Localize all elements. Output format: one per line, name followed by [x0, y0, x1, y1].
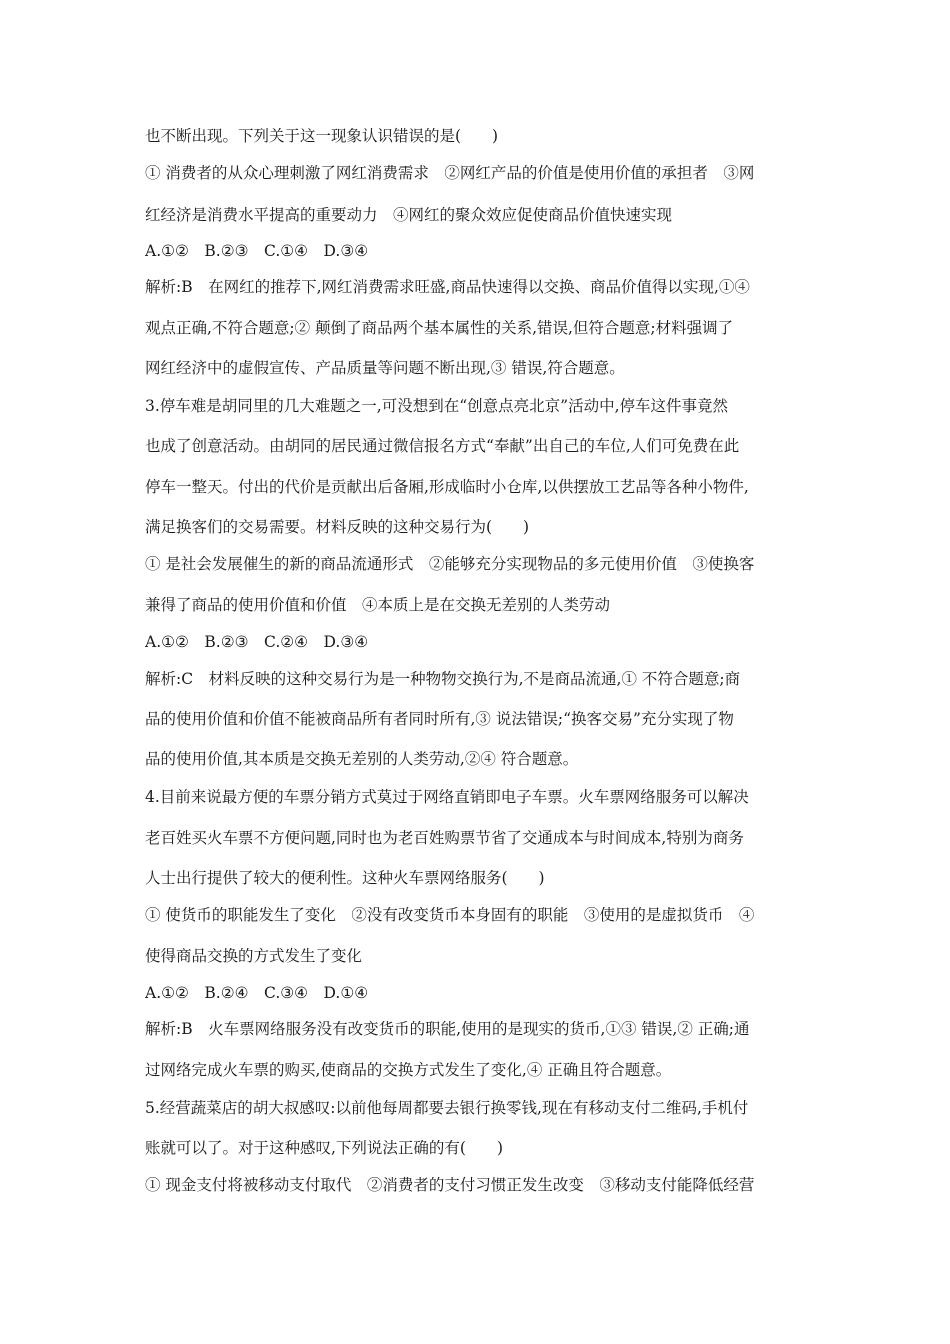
q2-option-line: 红经济是消费水平提高的重要动力 ④网红的聚众效应促使商品价值快速实现 — [145, 206, 673, 224]
q3-choices: A.①② B.②③ C.②④ D.③④ — [145, 633, 369, 651]
q3-stem-line: 也成了创意活动。由胡同的居民通过微信报名方式“奉献”出自己的车位,人们可免费在此 — [145, 437, 740, 455]
q3-analysis-line: 品的使用价值,其本质是交换无差别的人类劳动,②④ 符合题意。 — [145, 750, 579, 768]
q2-analysis-line: 观点正确,不符合题意;② 颠倒了商品两个基本属性的关系,错误,但符合题意;材料强调了 — [145, 319, 734, 337]
q3-analysis-line: 品的使用价值和价值不能被商品所有者同时所有,③ 说法错误;“换客交易”充分实现了物 — [145, 710, 734, 728]
q3-stem-line: 3.停车难是胡同里的几大难题之一,可没想到在“创意点亮北京”活动中,停车这件事竟然 — [145, 397, 728, 415]
q3-stem-line: 停车一整天。付出的代价是贡献出后备厢,形成临时小仓库,以供摆放工艺品等各种小物件, — [145, 478, 749, 496]
q5-option-line: ① 现金支付将被移动支付取代 ②消费者的支付习惯正发生改变 ③移动支付能降低经营 — [145, 1176, 755, 1194]
q5-stem-line: 账就可以了。对于这种感叹,下列说法正确的有( ) — [145, 1139, 504, 1157]
q2-option-line: ① 消费者的从众心理刺激了网红消费需求 ②网红产品的价值是使用价值的承担者 ③网 — [145, 164, 755, 182]
q3-stem-line: 满足换客们的交易需要。材料反映的这种交易行为( ) — [145, 518, 530, 536]
q2-stem-line: 也不断出现。下列关于这一现象认识错误的是( ) — [145, 127, 499, 145]
q4-stem-line: 老百姓买火车票不方便问题,同时也为老百姓购票节省了交通成本与时间成本,特别为商务 — [145, 829, 744, 847]
q5-stem-line: 5.经营蔬菜店的胡大叔感叹:以前他每周都要去银行换零钱,现在有移动支付二维码,手机付 — [145, 1099, 749, 1117]
q4-option-line: ① 使货币的职能发生了变化 ②没有改变货币本身固有的职能 ③使用的是虚拟货币 ④ — [145, 906, 755, 924]
q4-analysis-line: 解析:B 火车票网络服务没有改变货币的职能,使用的是现实的货币,①③ 错误,② 正确;通 — [145, 1020, 750, 1038]
q4-stem-line: 人士出行提供了较大的便利性。这种火车票网络服务( ) — [145, 869, 545, 887]
q3-option-line: ① 是社会发展催生的新的商品流通形式 ②能够充分实现物品的多元使用价值 ③使换客 — [145, 555, 755, 573]
q4-choices: A.①② B.②④ C.③④ D.①④ — [145, 984, 369, 1002]
q4-stem-line: 4.目前来说最方便的车票分销方式莫过于网络直销即电子车票。火车票网络服务可以解决 — [145, 788, 749, 806]
q2-choices: A.①② B.②③ C.①④ D.③④ — [145, 242, 369, 260]
q3-option-line: 兼得了商品的使用价值和价值 ④本质上是在交换无差别的人类劳动 — [145, 596, 611, 614]
q4-option-line: 使得商品交换的方式发生了变化 — [145, 947, 363, 965]
q4-analysis-line: 过网络完成火车票的购买,使商品的交换方式发生了变化,④ 正确且符合题意。 — [145, 1061, 672, 1079]
q2-analysis-line: 网红经济中的虚假宣传、产品质量等问题不断出现,③ 错误,符合题意。 — [145, 359, 625, 377]
q2-analysis-line: 解析:B 在网红的推荐下,网红消费需求旺盛,商品快速得以交换、商品价值得以实现,①④ — [145, 278, 750, 296]
q3-analysis-line: 解析:C 材料反映的这种交易行为是一种物物交换行为,不是商品流通,① 不符合题意;商 — [145, 670, 741, 688]
